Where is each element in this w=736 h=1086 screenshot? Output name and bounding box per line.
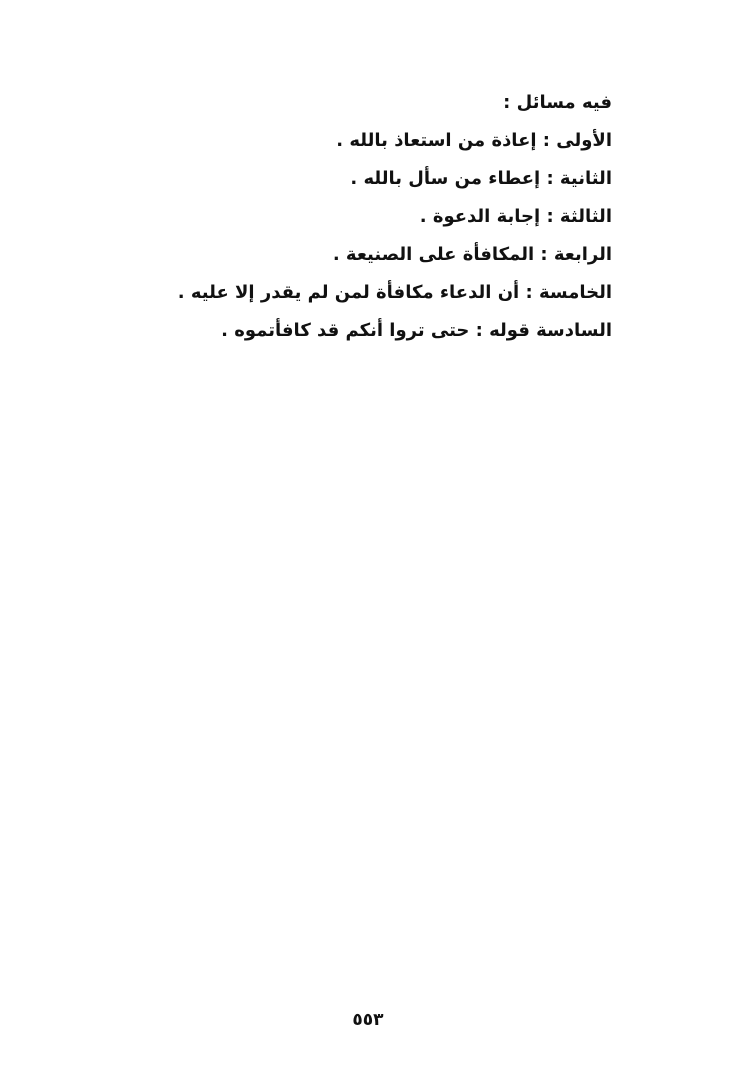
issue-line-2: الثانية : إعطاء من سأل بالله .	[350, 168, 612, 189]
issue-line-3: الثالثة : إجابة الدعوة .	[419, 206, 612, 227]
issue-line-1: الأولى : إعاذة من استعاذ بالله .	[336, 130, 612, 151]
issue-line-6: السادسة قوله : حتى تروا أنكم قد كافأتموه .	[221, 320, 612, 341]
issue-line-4: الرابعة : المكافأة على الصنيعة .	[332, 244, 612, 265]
page-number: ٥٥٣	[352, 1010, 384, 1030]
heading-issues: فيه مسائل :	[503, 92, 612, 113]
text-block	[112, 84, 612, 350]
issue-line-5: الخامسة : أن الدعاء مكافأة لمن لم يقدر إلا عليه .	[177, 282, 612, 303]
